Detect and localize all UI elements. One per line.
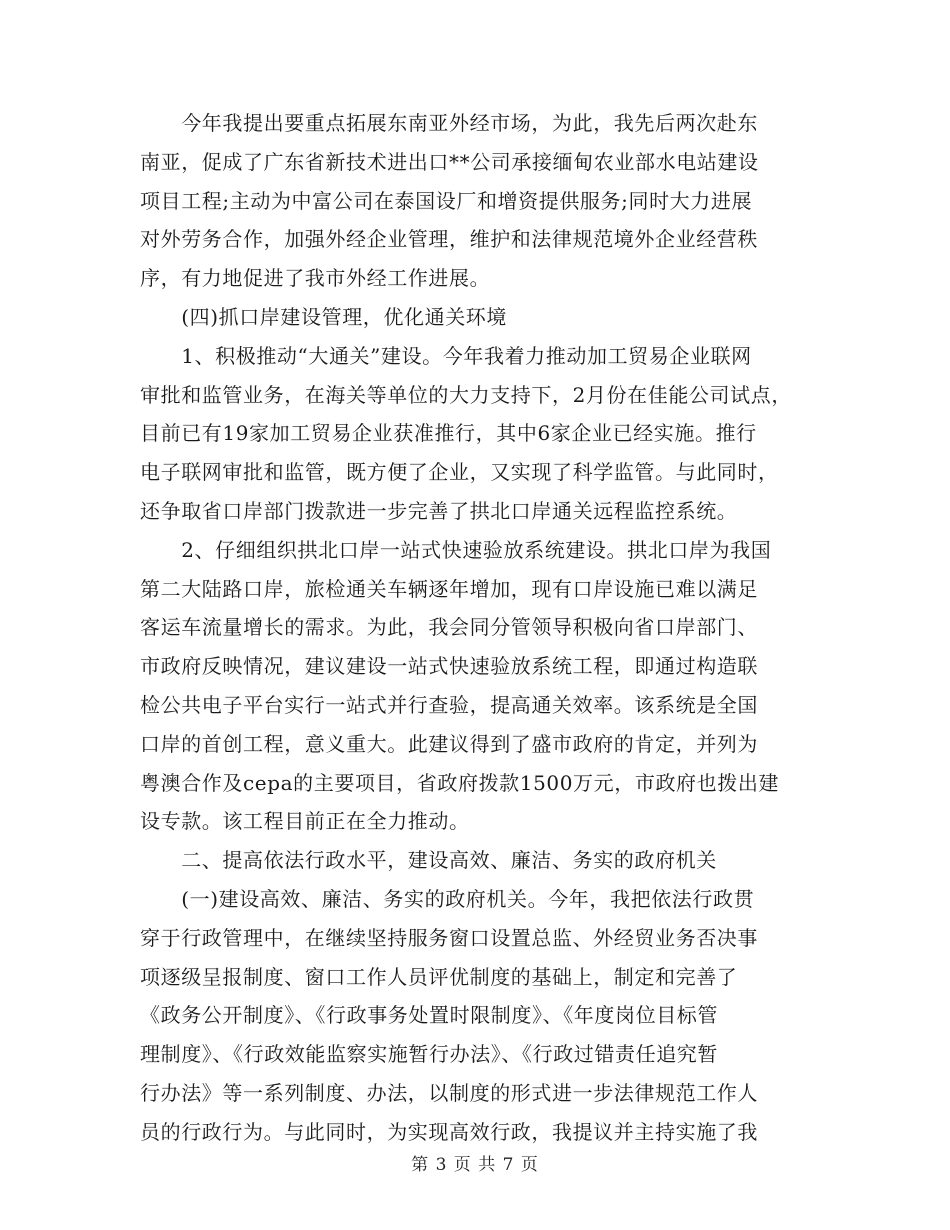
page-number-footer: 第 3 页 共 7 页	[411, 1155, 539, 1175]
text-line: 客运车流量增长的需求。为此，我会同分管领导积极向省口岸部门、	[140, 615, 758, 640]
text-line: 穿于行政管理中，在继续坚持服务窗口设置总监、外经贸业务否决事	[140, 925, 758, 950]
text-line: 2、仔细组织拱北口岸一站式快速验放系统建设。拱北口岸为我国	[140, 537, 772, 562]
body-text	[140, 104, 820, 1152]
text-line: 市政府反映情况，建议建设一站式快速验放系统工程，即通过构造联	[140, 654, 758, 679]
text-line: 检公共电子平台实行一站式并行查验，提高通关效率。该系统是全国	[140, 692, 758, 717]
text-line: (一)建设高效、廉洁、务实的政府机关。今年，我把依法行政贯	[140, 886, 755, 911]
text-line: 项目工程;主动为中富公司在泰国设厂和增资提供服务;同时大力进展	[140, 188, 753, 213]
text-line: 项逐级呈报制度、窗口工作人员评优制度的基础上，制定和完善了	[140, 964, 738, 989]
text-line: 设专款。该工程目前正在全力推动。	[140, 809, 470, 834]
text-line: 今年我提出要重点拓展东南亚外经市场，为此，我先后两次赴东	[140, 111, 758, 135]
text-line: 序，有力地促进了我市外经工作进展。	[140, 266, 491, 291]
text-line: 电子联网审批和监管，既方便了企业，又实现了科学监管。与此同时，	[140, 460, 779, 485]
text-line: 粤澳合作及cepa的主要项目，省政府拨款1500万元，市政府也拨出建	[140, 770, 780, 795]
text-line: 还争取省口岸部门拨款进一步完善了拱北口岸通关远程监控系统。	[140, 498, 738, 523]
text-line: 第二大陆路口岸，旅检通关车辆逐年增加，现有口岸设施已难以满足	[140, 576, 758, 601]
text-line: 理制度》、《行政效能监察实施暂行办法》、《行政过错责任追究暂	[140, 1042, 718, 1067]
text-line: 目前已有19家加工贸易企业获准推行，其中6家企业已经实施。推行	[140, 421, 757, 446]
section-heading: 二、提高依法行政水平，建设高效、廉洁、务实的政府机关	[140, 848, 717, 873]
text-line: 口岸的首创工程，意义重大。此建议得到了盛市政府的肯定，并列为	[140, 731, 758, 756]
text-line: 《政务公开制度》、《行政事务处置时限制度》、《年度岗位目标管	[140, 1003, 718, 1028]
text-line: 员的行政行为。与此同时，为实现高效行政，我提议并主持实施了我	[140, 1119, 758, 1144]
text-line: 南亚，促成了广东省新技术进出口**公司承接缅甸农业部水电站建设	[140, 149, 759, 174]
text-line: 行办法》等一系列制度、办法，以制度的形式进一步法律规范工作人	[140, 1080, 758, 1105]
text-line: 审批和监管业务，在海关等单位的大力支持下，2月份在佳能公司试点，	[140, 382, 792, 407]
text-line: 对外劳务合作，加强外经企业管理，维护和法律规范境外企业经营秩	[140, 227, 758, 252]
section-heading: (四)抓口岸建设管理，优化通关环境	[140, 304, 508, 329]
text-line: 1、积极推动“大通关”建设。今年我着力推动加工贸易企业联网	[140, 343, 752, 368]
